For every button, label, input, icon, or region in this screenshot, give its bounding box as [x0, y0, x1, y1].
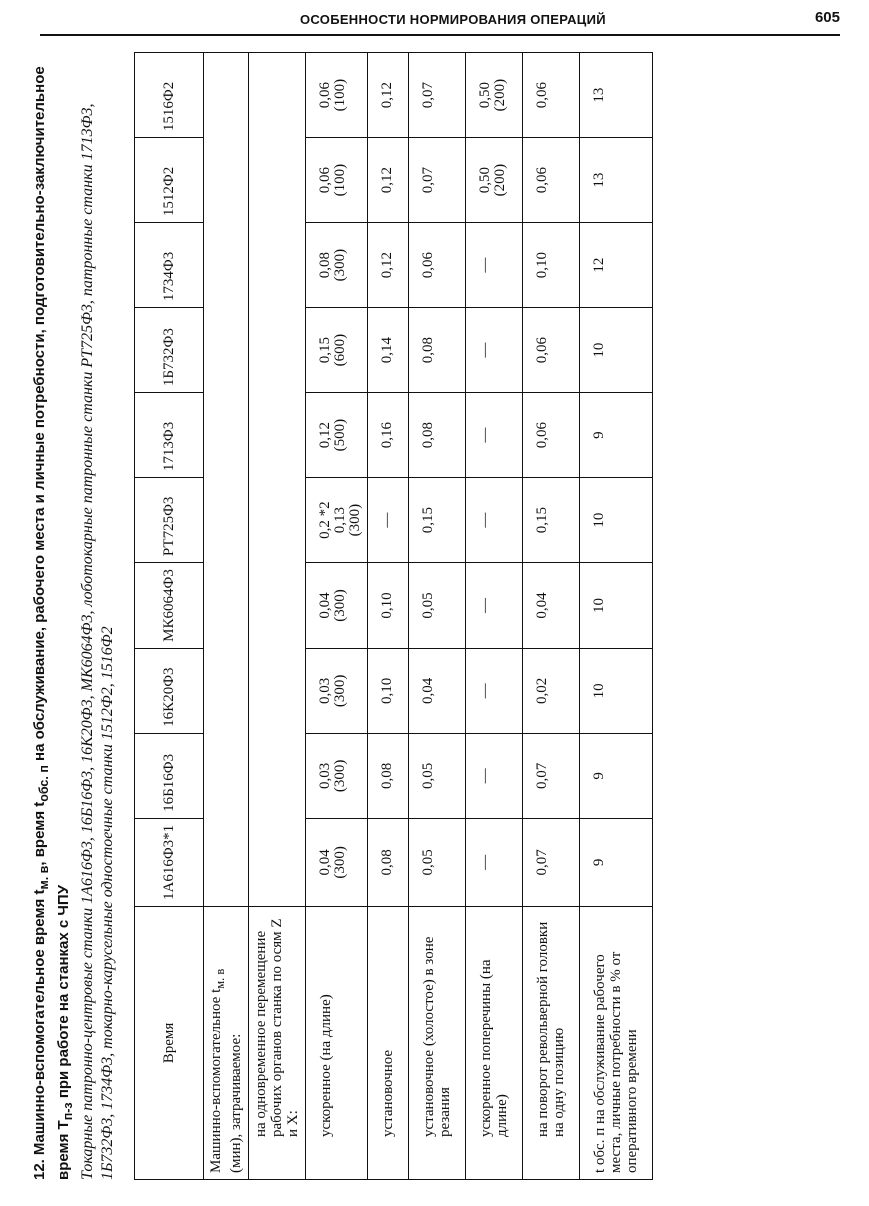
- table-cell: —: [466, 308, 523, 393]
- table-cell: 0,10: [523, 223, 580, 308]
- table-cell: 0,15 (600): [306, 308, 368, 393]
- table-cell: —: [466, 818, 523, 906]
- table-cell: 10: [580, 563, 653, 649]
- table-cell: 0,06: [523, 393, 580, 478]
- header-machine: 1512Ф2: [135, 138, 204, 223]
- table-cell: 0,07: [523, 733, 580, 818]
- table-cell: 13: [580, 53, 653, 138]
- section-label: Машинно-вспомогательное $t_{м. в}$ (мин), затрачиваемое:: [204, 907, 249, 1180]
- header-machine: 1734Ф3: [135, 223, 204, 308]
- header-machine: 16Б16Ф3: [135, 733, 204, 818]
- table-cell: 0,05: [409, 818, 466, 906]
- table-cell: 0,08: [368, 818, 409, 906]
- table-row: [580, 53, 653, 1180]
- table-cell: 0,08: [409, 393, 466, 478]
- table-row: [306, 53, 368, 1180]
- row-label: t обс. п на обслуживание рабочего места, личные потребности в % от оперативного времени: [580, 907, 653, 1180]
- subsection-row: [249, 53, 306, 1180]
- table-cell: 9: [580, 733, 653, 818]
- table-cell: 0,50 (200): [466, 138, 523, 223]
- header-time: Время: [135, 907, 204, 1180]
- table-cell: 0,06: [523, 308, 580, 393]
- table-row: [409, 53, 466, 1180]
- table-cell: 0,03 (300): [306, 733, 368, 818]
- table-cell: 9: [580, 818, 653, 906]
- caption-description: Токарные патронно-центровые станки 1А616Ф3, 16Б16Ф3, 16К20Ф3, МК6064Ф3, лоботокарные патронные станки РТ725Ф3, патронные станки 1713Ф3, 1Б732Ф3, 1734Ф3, токарно-карусельные одностоечные станки 1512Ф2, 1516Ф2: [79, 103, 116, 1180]
- caption-title: Машинно-вспомогательное время $t_{м. в}$, время $t_{обс. п}$ на обслуживание, рабочего места и личные потребности, подготовительно-заключительное время $T_{п-з}$ при работе на станках с ЧПУ: [31, 66, 75, 1180]
- table-cell: 0,15: [523, 478, 580, 563]
- running-head: ОСОБЕННОСТИ НОРМИРОВАНИЯ ОПЕРАЦИЙ: [300, 12, 606, 27]
- header-machine: РТ725Ф3: [135, 478, 204, 563]
- table-cell: —: [466, 223, 523, 308]
- table-cell: 10: [580, 478, 653, 563]
- table-cell: 0,12: [368, 138, 409, 223]
- table-cell: 0,07: [409, 53, 466, 138]
- table-cell: 0,08: [368, 733, 409, 818]
- table-cell: 0,07: [409, 138, 466, 223]
- table-cell: 12: [580, 223, 653, 308]
- table-cell: 10: [580, 648, 653, 733]
- table-cell: 0,2 *2 0,13 (300): [306, 478, 368, 563]
- table-cell: —: [466, 478, 523, 563]
- table-cell: 0,12: [368, 223, 409, 308]
- section-row: [204, 53, 249, 1180]
- table-cell: 10: [580, 308, 653, 393]
- table-cell: 0,04 (300): [306, 563, 368, 649]
- page-header: [40, 6, 840, 36]
- table-number: 12.: [31, 1159, 48, 1180]
- table-cell: 0,06: [523, 53, 580, 138]
- table-row: [466, 53, 523, 1180]
- table-cell: 0,50 (200): [466, 53, 523, 138]
- table-cell: —: [466, 648, 523, 733]
- table-cell: 0,02: [523, 648, 580, 733]
- table-header-row: [135, 53, 204, 1180]
- table-row: [523, 53, 580, 1180]
- table-cell: 0,07: [523, 818, 580, 906]
- table-cell: 0,10: [368, 648, 409, 733]
- table-cell: 0,04 (300): [306, 818, 368, 906]
- table-cell: 0,06: [523, 138, 580, 223]
- table-cell: 0,06: [409, 223, 466, 308]
- data-table: [134, 52, 653, 1180]
- table-cell: 0,15: [409, 478, 466, 563]
- table-cell: 0,06 (100): [306, 53, 368, 138]
- table-cell: 0,14: [368, 308, 409, 393]
- header-machine: 1А616Ф3*1: [135, 818, 204, 906]
- table-cell: 9: [580, 393, 653, 478]
- row-label: ускоренное (на длине): [306, 907, 368, 1180]
- table-cell: 0,16: [368, 393, 409, 478]
- table-cell: 0,10: [368, 563, 409, 649]
- table-cell: —: [466, 733, 523, 818]
- table-cell: 0,12: [368, 53, 409, 138]
- subsection-label: на одновременное перемещение рабочих органов станка по осям Z и X:: [249, 907, 306, 1180]
- row-label: ускоренное поперечины (на длине): [466, 907, 523, 1180]
- table-cell: —: [368, 478, 409, 563]
- table-cell: 0,08: [409, 308, 466, 393]
- rotated-table-region: [30, 40, 840, 1180]
- header-machine: 1516Ф2: [135, 53, 204, 138]
- table-row: [368, 53, 409, 1180]
- table-cell: 0,04: [523, 563, 580, 649]
- table-cell: —: [466, 563, 523, 649]
- header-machine: 16К20Ф3: [135, 648, 204, 733]
- row-label: установочное: [368, 907, 409, 1180]
- table-cell: 0,05: [409, 563, 466, 649]
- table-cell: —: [466, 393, 523, 478]
- header-machine: 1Б732Ф3: [135, 308, 204, 393]
- table-cell: 0,12 (500): [306, 393, 368, 478]
- table-cell: 0,05: [409, 733, 466, 818]
- header-machine: МК6064Ф3: [135, 563, 204, 649]
- table-caption: [30, 50, 118, 1180]
- table-cell: 0,04: [409, 648, 466, 733]
- table-cell: 0,06 (100): [306, 138, 368, 223]
- header-machine: 1713Ф3: [135, 393, 204, 478]
- table-cell: 13: [580, 138, 653, 223]
- table-cell: 0,08 (300): [306, 223, 368, 308]
- table-cell: 0,03 (300): [306, 648, 368, 733]
- page-number: 605: [814, 9, 840, 26]
- row-label: на поворот револьверной головки на одну позицию: [523, 907, 580, 1180]
- row-label: установочное (холостое) в зоне резания: [409, 907, 466, 1180]
